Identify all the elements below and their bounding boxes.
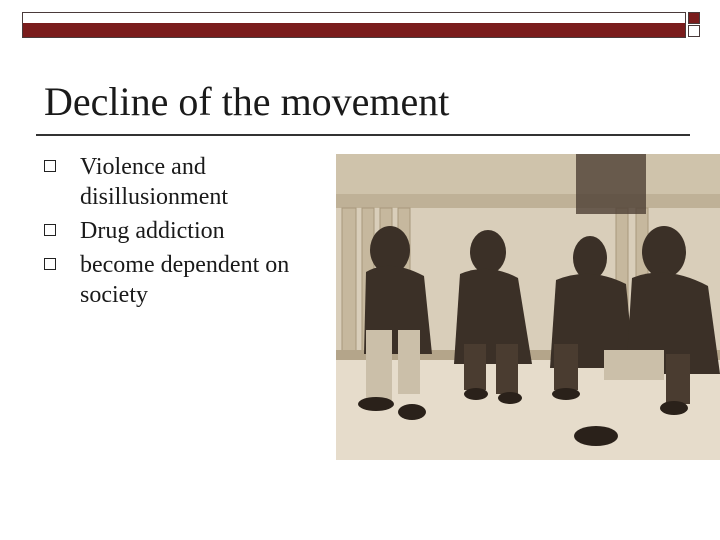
bullet-list (44, 152, 334, 314)
bullet-text: Drug addiction (80, 218, 225, 244)
corner-square-outline (688, 25, 700, 37)
corner-square-filled (688, 12, 700, 24)
bullet-text: become dependent on society (80, 252, 290, 308)
bullet-item (44, 152, 334, 212)
bullet-text: Violence and disillusionment (80, 154, 229, 210)
bullet-item (44, 250, 334, 310)
bullet-item (44, 216, 334, 246)
square-bullet-icon (44, 258, 56, 270)
corner-decoration (686, 12, 710, 38)
top-accent-band (23, 23, 685, 37)
top-decorative-bar (22, 12, 686, 38)
square-bullet-icon (44, 160, 56, 172)
square-bullet-icon (44, 224, 56, 236)
title-divider (36, 134, 690, 136)
slide-title: Decline of the movement (44, 79, 450, 124)
group-photo-icon (336, 154, 720, 460)
group-photo (336, 154, 720, 460)
